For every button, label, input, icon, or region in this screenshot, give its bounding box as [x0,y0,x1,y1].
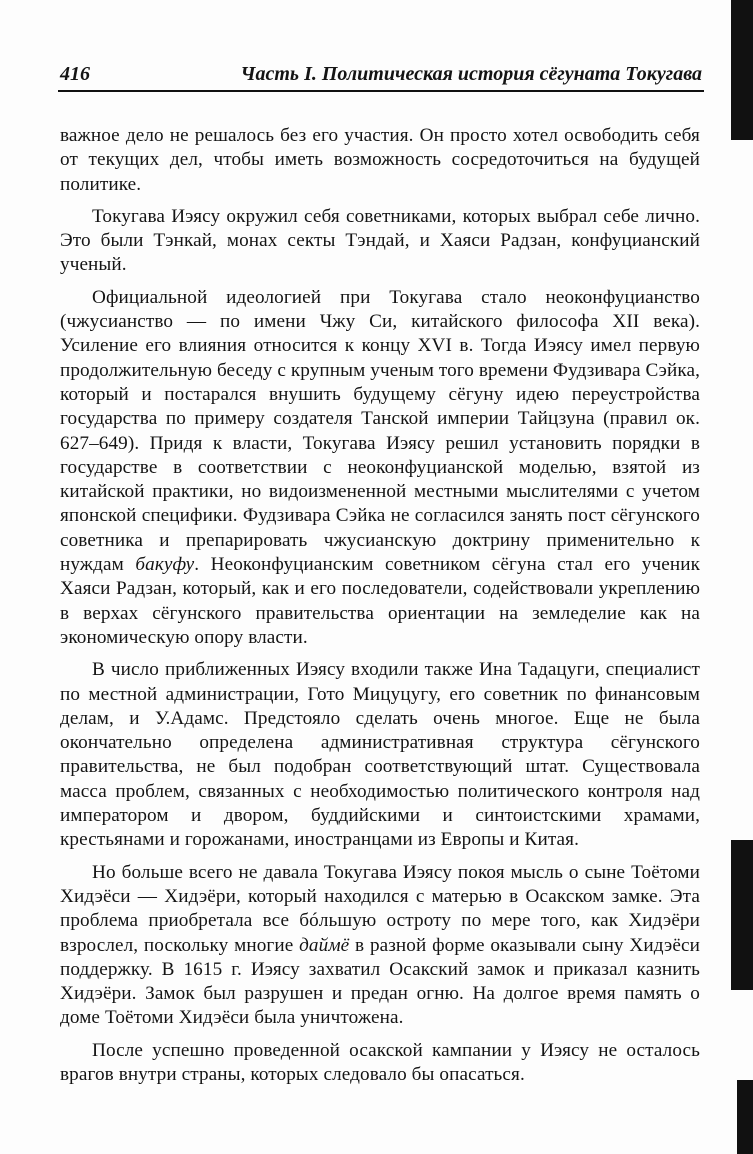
paragraph: важное дело не решалось без его участия. Он просто хотел освободить себя от текущих дел, чтобы иметь возможность сосредоточиться на будущей политике. [60,125,700,195]
running-header [60,60,702,88]
running-title: Часть I. Политическая история сёгуната Токугава [240,63,702,85]
page-number: 416 [60,63,90,85]
paragraph [60,861,700,1031]
header-rule [58,90,704,92]
italic-term: даймё [299,934,350,956]
scan-edge-shadow [737,1080,753,1154]
paragraph-text: в разной форме оказывали сыну Хидэёси поддержку. В 1615 г. Иэясу захватил Осакский замок и приказал казнить Хидэёри. Замок был разрушен и предан огню. На долгое время память о доме Тоётоми Хидэёси была уничтожена. [60,934,700,1029]
body-text [60,124,700,1095]
paragraph: В число приближенных Иэясу входили также Ина Тадацуги, специалист по местной администрации, Гото Мицуцугу, его советник по финансовым делам, и У.Адамс. Предстояло сделать очень многое. Еще не была окончательно определена административная структура сёгунского правительства, не был подобран соответствующий штат. Существовала масса проблем, связанных с необходимостью политического контроля над императором и двором, буддийскими и синтоистскими храмами, крестьянами и горожанами, иностранцами из Европы и Китая. [60,659,700,851]
scan-edge-shadow [731,0,753,140]
paragraph-text: Но больше всего не давала Токугава Иэясу покоя мысль о сыне Тоётоми Хидэёси — Хидэёри, который находился с матерью в Осакском замке. Эта проблема приобретала все бóльшую остроту по мере того, как Хидэёри взрослел, поскольку многие [60,861,700,956]
paragraph: После успешно проведенной осакской кампании у Иэясу не осталось врагов внутри страны, которых следовало бы опасаться. [60,1039,700,1085]
scan-edge-shadow [731,840,753,990]
paragraph-text: Официальной идеологией при Токугава стало неоконфуцианство (чжусианство — по имени Чжу Си, китайского философа XII века). Усиление его влияния относится к концу XVI в. Тогда Иэясу имел первую продолжительную беседу с крупным ученым того времени Фудзивара Сэйка, который и постарался внушить будущему сёгуну идею переустройства государства по примеру создателя Танской империи Тайцзуна (правил ок. 627–649). Придя к власти, Токугава Иэясу решил установить порядки в государстве в соответствии с неоконфуцианской моделью, взятой из китайской практики, но видоизмененной местными мыслителями с учетом японской специфики. Фудзивара Сэйка не согласился занять пост сёгунского советника и препарировать чжусианскую доктрину применительно к нуждам [60,286,700,576]
italic-term: бакуфу [135,554,195,576]
paragraph-text: . Неоконфуцианским советником сёгуна стал его ученик Хаяси Радзан, который, как и его последователи, содействовали укреплению в верхах сёгунского правительства ориентации на земледелие как на экономическую опору власти. [60,554,700,648]
paragraph [60,286,700,650]
paragraph: Токугава Иэясу окружил себя советниками, которых выбрал себе лично. Это были Тэнкай, монах секты Тэндай, и Хаяси Радзан, конфуцианский ученый. [60,205,700,276]
